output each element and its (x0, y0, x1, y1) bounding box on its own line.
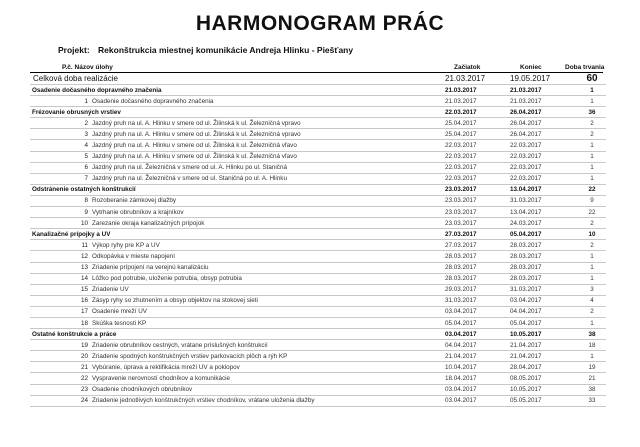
task-name: Zriadenie jednotlivých konštrukčných vrstiev chodníkov, vrátane uloženia dlažby (92, 397, 315, 405)
task-name-cell (30, 85, 445, 96)
task-name-cell (30, 351, 445, 362)
end-date: 05.04.2017 (510, 229, 578, 240)
duration: 1 (578, 151, 606, 162)
duration: 4 (578, 295, 606, 306)
task-row (30, 96, 606, 107)
end-date: 28.03.2017 (510, 240, 578, 251)
task-number: 4 (84, 142, 88, 150)
task-name-cell (30, 162, 445, 173)
task-name: Osadenie dočasného dopravného značenia (92, 97, 214, 105)
group-row (30, 107, 606, 118)
start-date: 04.04.2017 (445, 340, 510, 351)
end-date: 22.03.2017 (510, 162, 578, 173)
end-date: 04.04.2017 (510, 306, 578, 317)
task-row (30, 195, 606, 206)
task-name-cell (30, 373, 445, 384)
task-name-cell (30, 184, 445, 195)
start-date: 03.04.2017 (445, 306, 510, 317)
duration: 1 (578, 85, 606, 96)
task-row (30, 218, 606, 229)
task-name-cell (30, 218, 445, 229)
task-name-cell (30, 317, 445, 328)
start-date: 22.03.2017 (445, 151, 510, 162)
task-row (30, 395, 606, 406)
duration: 36 (578, 107, 606, 118)
task-row (30, 162, 606, 173)
task-name: Ostatné konštrukcie a práce (32, 330, 117, 338)
task-row (30, 306, 606, 317)
duration: 2 (578, 118, 606, 129)
task-row (30, 295, 606, 306)
duration: 21 (578, 373, 606, 384)
task-row (30, 384, 606, 395)
start-date: 22.03.2017 (445, 107, 510, 118)
start-date: 22.03.2017 (445, 162, 510, 173)
duration: 10 (578, 229, 606, 240)
start-date: 31.03.2017 (445, 295, 510, 306)
task-name: Výkop ryhy pre KP a UV (92, 241, 160, 249)
task-row (30, 284, 606, 295)
task-name-cell (30, 229, 445, 240)
end-date: 21.04.2017 (510, 340, 578, 351)
end-date: 08.05.2017 (510, 373, 578, 384)
task-row (30, 262, 606, 273)
task-name: Osadenie chodníkových obrubníkov (92, 386, 193, 394)
duration: 1 (578, 173, 606, 184)
start-date: 29.03.2017 (445, 284, 510, 295)
task-row (30, 240, 606, 251)
duration: 1 (578, 162, 606, 173)
task-number: 17 (80, 308, 88, 316)
task-name-cell (30, 96, 445, 107)
task-number: 3 (84, 130, 88, 138)
duration: 2 (578, 240, 606, 251)
task-name: Zásyp ryhy so zhutnením a obsyp objektov na stokovej sieti (92, 297, 258, 305)
start-date: 05.04.2017 (445, 317, 510, 328)
start-date: 21.03.2017 (445, 85, 510, 96)
task-name-cell (30, 306, 445, 317)
start-date: 25.04.2017 (445, 129, 510, 140)
column-header-start: Začiatok (454, 64, 481, 71)
task-name-cell (30, 195, 445, 206)
duration: 1 (578, 317, 606, 328)
task-name-cell (30, 118, 445, 129)
end-date: 24.03.2017 (510, 218, 578, 229)
end-date: 26.04.2017 (510, 107, 578, 118)
end-date: 10.05.2017 (510, 329, 578, 340)
task-name: Vybúranie, úprava a rektifikácia mreží UV a poklopov (92, 363, 240, 371)
duration: 2 (578, 129, 606, 140)
end-date: 28.04.2017 (510, 362, 578, 373)
task-name: Celková doba realizácie (33, 74, 118, 83)
task-row (30, 351, 606, 362)
task-name-cell (30, 340, 445, 351)
task-name-cell (30, 395, 445, 406)
end-date: 22.03.2017 (510, 173, 578, 184)
task-number: 15 (80, 286, 88, 294)
task-name: Lôžko pod potrubie, uloženie potrubia, obsyp potrubia (92, 275, 242, 283)
task-number: 16 (80, 297, 88, 305)
task-name: Osadenie mreží UV (92, 308, 147, 316)
duration: 9 (578, 195, 606, 206)
task-name: Odkopávka v mieste napojení (92, 252, 175, 260)
task-name-cell (30, 173, 445, 184)
task-number: 21 (80, 363, 88, 371)
end-date: 13.04.2017 (510, 207, 578, 218)
start-date: 21.03.2017 (445, 96, 510, 107)
task-name: Vyspravenie nerovností chodníkov a komunikácie (92, 374, 231, 382)
duration: 22 (578, 207, 606, 218)
task-name-cell (30, 207, 445, 218)
task-name: Rozoberanie zámkovej dlažby (92, 197, 177, 205)
start-date: 03.04.2017 (445, 395, 510, 406)
task-row (30, 362, 606, 373)
task-name-cell (30, 384, 445, 395)
task-number: 2 (84, 119, 88, 127)
document-title: HARMONOGRAM PRÁC (195, 12, 445, 35)
duration: 1 (578, 140, 606, 151)
task-name-cell (30, 251, 445, 262)
task-row (30, 118, 606, 129)
duration: 33 (578, 395, 606, 406)
task-name: Frézovanie obrusných vrstiev (32, 108, 121, 116)
duration: 1 (578, 262, 606, 273)
task-number: 19 (80, 341, 88, 349)
task-name: Jazdný pruh na ul. Železničná v smere od ul. Staničná po ul. A. Hlinku (92, 175, 287, 183)
task-number: 13 (80, 264, 88, 272)
end-date: 10.05.2017 (510, 384, 578, 395)
task-name-cell (30, 273, 445, 284)
task-number: 12 (80, 252, 88, 260)
start-date: 23.03.2017 (445, 184, 510, 195)
duration: 1 (578, 251, 606, 262)
task-number: 10 (80, 219, 88, 227)
task-name: Zriadenie prípojení na verejnú kanalizáciu (92, 264, 209, 272)
task-name-cell (30, 107, 445, 118)
start-date: 23.03.2017 (445, 218, 510, 229)
task-name-cell (30, 240, 445, 251)
start-date: 23.03.2017 (445, 195, 510, 206)
duration: 1 (578, 96, 606, 107)
task-name: Jazdný pruh na ul. A. Hlinku v smere od ul. Žilinská k ul. Železničná vľavo (92, 153, 297, 161)
end-date: 21.03.2017 (510, 96, 578, 107)
end-date: 26.04.2017 (510, 118, 578, 129)
task-name: Jazdný pruh na ul. Železničná v smere od ul. A. Hlinku po ul. Staničná (92, 164, 287, 172)
task-name: Skúška tesnosti KP (92, 319, 147, 327)
duration: 3 (578, 284, 606, 295)
duration: 38 (578, 329, 606, 340)
schedule-table (30, 73, 606, 407)
end-date: 13.04.2017 (510, 184, 578, 195)
start-date: 10.04.2017 (445, 362, 510, 373)
project-label: Projekt: (58, 45, 90, 55)
task-name-cell (30, 329, 445, 340)
end-date: 28.03.2017 (510, 273, 578, 284)
duration: 18 (578, 340, 606, 351)
group-row (30, 73, 606, 85)
start-date: 23.03.2017 (445, 207, 510, 218)
duration: 2 (578, 306, 606, 317)
project-line (58, 45, 353, 55)
task-row (30, 317, 606, 328)
column-header-end: Koniec (520, 64, 542, 71)
group-row (30, 229, 606, 240)
start-date: 03.04.2017 (445, 329, 510, 340)
task-number: 1 (84, 97, 88, 105)
end-date: 03.04.2017 (510, 295, 578, 306)
end-date: 21.03.2017 (510, 85, 578, 96)
end-date: 28.03.2017 (510, 262, 578, 273)
task-number: 5 (84, 153, 88, 161)
task-number: 18 (80, 319, 88, 327)
task-name: Kanalizačné prípojky a UV (32, 230, 111, 238)
task-name-cell (30, 295, 445, 306)
end-date: 26.04.2017 (510, 129, 578, 140)
start-date: 22.03.2017 (445, 173, 510, 184)
task-number: 22 (80, 374, 88, 382)
end-date: 31.03.2017 (510, 195, 578, 206)
column-header-duration: Doba trvania (565, 64, 605, 71)
task-name: Zriadenie UV (92, 286, 129, 294)
task-name: Jazdný pruh na ul. A. Hlinku v smere od ul. Žilinská k ul. Železničná vpravo (92, 130, 301, 138)
task-row (30, 173, 606, 184)
duration: 19 (578, 362, 606, 373)
column-header-name: P.č. Názov úlohy (62, 64, 113, 71)
duration: 1 (578, 351, 606, 362)
task-number: 8 (84, 197, 88, 205)
end-date: 05.04.2017 (510, 317, 578, 328)
task-name: Zriadenie spodných konštrukčných vrstiev parkovacích plôch a rýh KP (92, 352, 288, 360)
task-name-cell (30, 73, 445, 85)
task-number: 6 (84, 164, 88, 172)
task-name-cell (30, 362, 445, 373)
task-name-cell (30, 151, 445, 162)
end-date: 21.04.2017 (510, 351, 578, 362)
task-name: Vytrhanie obrubníkov a krajníkov (92, 208, 184, 216)
start-date: 28.03.2017 (445, 273, 510, 284)
task-row (30, 273, 606, 284)
task-name: Zriadenie obrubníkov cestných, vrátane príslušných konštrukcií (92, 341, 268, 349)
task-number: 20 (80, 352, 88, 360)
task-number: 11 (81, 241, 88, 249)
group-row (30, 85, 606, 96)
task-number: 14 (80, 275, 88, 283)
task-row (30, 251, 606, 262)
start-date: 21.04.2017 (445, 351, 510, 362)
start-date: 03.04.2017 (445, 384, 510, 395)
task-row (30, 207, 606, 218)
start-date: 18.04.2017 (445, 373, 510, 384)
task-name: Odstránenie ostatných konštrukcií (32, 186, 136, 194)
task-number: 23 (80, 386, 88, 394)
end-date: 05.05.2017 (510, 395, 578, 406)
start-date: 22.03.2017 (445, 140, 510, 151)
task-name: Jazdný pruh na ul. A. Hlinku v smere od ul. Žilinská k ul. Železničná vpravo (92, 119, 301, 127)
task-number: 7 (84, 175, 88, 183)
task-name-cell (30, 140, 445, 151)
task-name: Osadenie dočasného dopravného značenia (32, 86, 162, 94)
duration: 60 (578, 73, 606, 85)
duration: 2 (578, 218, 606, 229)
start-date: 27.03.2017 (445, 229, 510, 240)
group-row (30, 184, 606, 195)
duration: 1 (578, 273, 606, 284)
task-name: Jazdný pruh na ul. A. Hlinku v smere od ul. Žilinská k ul. Železničná vľavo (92, 142, 297, 150)
task-row (30, 151, 606, 162)
end-date: 22.03.2017 (510, 140, 578, 151)
start-date: 28.03.2017 (445, 251, 510, 262)
task-name-cell (30, 284, 445, 295)
end-date: 31.03.2017 (510, 284, 578, 295)
task-number: 24 (80, 397, 88, 405)
task-row (30, 129, 606, 140)
project-name: Rekonštrukcia miestnej komunikácie Andreja Hlinku - Piešťany (98, 45, 354, 55)
task-row (30, 140, 606, 151)
task-name-cell (30, 262, 445, 273)
duration: 38 (578, 384, 606, 395)
task-name-cell (30, 129, 445, 140)
start-date: 28.03.2017 (445, 262, 510, 273)
end-date: 28.03.2017 (510, 251, 578, 262)
task-row (30, 373, 606, 384)
start-date: 25.04.2017 (445, 118, 510, 129)
end-date: 22.03.2017 (510, 151, 578, 162)
task-row (30, 340, 606, 351)
task-number: 9 (84, 208, 88, 216)
task-name: Zarezanie okraja kanalizačných prípojok (92, 219, 205, 227)
start-date: 21.03.2017 (445, 73, 510, 85)
group-row (30, 329, 606, 340)
end-date: 19.05.2017 (510, 73, 578, 85)
duration: 22 (578, 184, 606, 195)
start-date: 27.03.2017 (445, 240, 510, 251)
